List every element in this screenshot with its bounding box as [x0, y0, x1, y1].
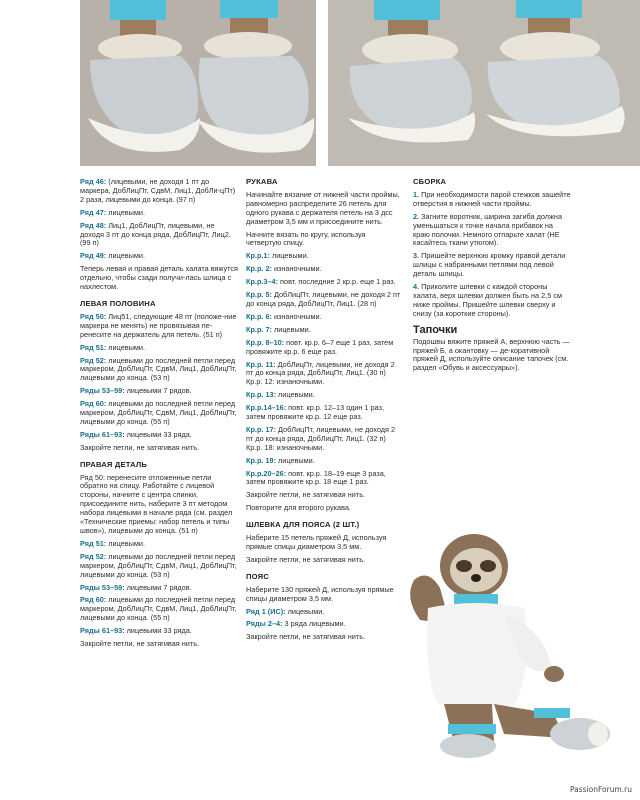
instruction-paragraph [413, 191, 571, 209]
row-label: Ряд 51: [80, 538, 107, 548]
instruction-paragraph [80, 640, 238, 649]
row-text: лицевыми. [106, 207, 145, 217]
row-text: изнаночными. [271, 311, 322, 321]
row-label: 4. [413, 282, 420, 292]
section-heading: РУКАВА [246, 177, 278, 186]
instruction-paragraph [246, 620, 402, 629]
row-text: лицевыми. [269, 251, 309, 261]
row-label: Кр.р. 8–10: [246, 337, 285, 347]
instruction-paragraph [80, 357, 238, 384]
row-label: 2. [413, 211, 420, 221]
instruction-paragraph [80, 265, 238, 292]
column-middle [246, 178, 402, 646]
row-label: Ряд 50: [80, 311, 107, 321]
row-text: лицевыми 7 рядов. [124, 386, 192, 396]
row-label: Ряды 53–59: [80, 386, 125, 396]
row-label: Кр.р. 6: [246, 311, 272, 321]
row-label: Ряды 61–93: [80, 626, 125, 636]
row-text: изнаночными. [271, 264, 322, 274]
row-text: Повторите для второго рукава. [246, 503, 351, 513]
instruction-paragraph [80, 387, 238, 396]
section-heading: ПРАВАЯ ДЕТАЛЬ [80, 459, 148, 469]
instruction-paragraph [246, 586, 402, 604]
instruction-paragraph [80, 252, 238, 261]
instruction-paragraph [246, 191, 402, 227]
row-label: Ряды 53–59: [80, 582, 125, 592]
row-text: Наберите 15 петель пряжей Д, используя прямые спицы диаметром 3,5 мм. [246, 533, 387, 551]
row-text: лицевыми. [276, 390, 315, 400]
instruction-paragraph [246, 339, 402, 357]
row-text: Ряд 50: перенесите отложенные петли обратно на спицу. Работайте с лицевой стороны, начните с центра спинки, присоедините нить, наберите 3 пт методом набора лицевыми в начале ряда (см. раздел «Технические приемы: набор петель и типы швов»), лицевыми до конца. (51 п) [80, 472, 233, 535]
row-text: ДобЛицПт, лицевыми, не доходя 2 пт до конца ряда, ДобЛицПт, Лиц1. (32 п) Кр.р. 18: изнаночными. [246, 424, 396, 452]
row-text: 3 ряда лицевыми. [282, 619, 346, 629]
instruction-paragraph [80, 431, 238, 440]
row-text: (лицевыми, не доходя 1 пт до маркера, ДобЛицПт, СдвМ, Лиц1, ДобЛи-цПт) 2 раза, лицевыми до конца. (97 п) [80, 177, 236, 204]
section-heading: ПОЯС [246, 571, 270, 581]
row-label: Кр.р. 11: [246, 359, 276, 369]
row-text: лицевыми до последней петли перед маркером, ДобЛицПт, СдвМ, Лиц1, ДобЛицПт, лицевыми до конца. (55 п) [80, 399, 237, 426]
row-text: ДобЛицПт, лицевыми, не доходя 2 пт до конца ряда, ДобЛицПт, Лиц1. (28 п) [246, 290, 401, 308]
row-text: Наберите 130 пряжей Д, используя прямые спицы диаметром 3,5 мм. [246, 584, 394, 603]
instruction-paragraph [246, 404, 402, 422]
instruction-paragraph [246, 391, 402, 400]
instruction-paragraph [246, 278, 402, 287]
row-label: Ряд 1 (ИС): [246, 606, 286, 616]
row-label: Ряд 51: [80, 342, 107, 352]
instruction-paragraph [246, 361, 402, 388]
instruction-paragraph [80, 209, 238, 218]
row-text: Пришейте верхнюю кромку правой детали шлицы с набранными петлями под левой деталь шлицы. [413, 251, 566, 279]
row-text: Начинайте вязание от нижней части проймы, равномерно распределите 26 петель для одного рукава с держателя петель на 3 дсс диаметром 3,5 мм и присоедините нить. [246, 189, 400, 226]
row-text: лицевыми 7 рядов. [124, 582, 192, 592]
row-label: Кр.р. 13: [246, 390, 276, 400]
instruction-paragraph [80, 596, 238, 623]
instruction-paragraph [246, 504, 402, 513]
instruction-paragraph [246, 534, 402, 552]
instruction-paragraph [80, 540, 238, 549]
row-label: Кр.р. 7: [246, 324, 272, 334]
instruction-paragraph [80, 400, 238, 427]
instruction-paragraph [246, 491, 402, 500]
instruction-paragraph [413, 283, 571, 319]
row-text: Лиц1, ДобЛицПт, лицевыми, не доходя 3 пт до конца ряда, ДобЛицПт, Лиц2. (99 п) [80, 220, 231, 248]
instruction-paragraph [246, 252, 402, 261]
sloth-toy-photo [384, 528, 640, 762]
instruction-paragraph [80, 178, 238, 205]
row-label: Кр.р. 2: [246, 264, 272, 274]
row-text: лицевыми. [106, 538, 145, 548]
instruction-paragraph [80, 553, 238, 580]
instruction-paragraph [80, 474, 238, 536]
row-text: Загните воротник, ширина загиба должна уменьшаться к точке начала прибавок на краю полочки. Немного отпарьте халат (НЕ касайтесь ткани утюгом). [413, 211, 563, 248]
row-text: повт. кр.р. 6–7 еще 1 раз, затем провяжите кр.р. 6 еще раз. [246, 337, 394, 356]
row-label: Ряд 60: [80, 595, 107, 605]
row-text: При необходимости парой стежков зашейте отверстия в нижней части проймы. [413, 189, 571, 208]
row-text: повт. последние 2 кр.р. еще 1 раз. [278, 277, 396, 287]
row-label: 3. [413, 251, 420, 261]
row-label: Ряды 2–4: [246, 619, 283, 629]
instruction-paragraph [413, 213, 571, 249]
slippers-photo-right [328, 0, 640, 166]
instruction-paragraph [246, 265, 402, 274]
row-text: Подошвы вяжите пряжей А, верхнюю часть — пряжей Б, а окантовку — де-коративной пряжей Д, используйте описание тапочек (см. раздел «Обувь и аксессуары»). [413, 336, 570, 373]
row-label: Кр.р. 19: [246, 455, 276, 465]
row-label: Кр.р. 17: [246, 424, 276, 434]
row-label: Кр.р. 5: [246, 290, 272, 300]
watermark: PassionForum.ru [569, 785, 632, 794]
row-text: лицевыми. [271, 324, 311, 334]
instruction-paragraph [246, 326, 402, 335]
row-text: лицевыми 33 ряда. [124, 626, 192, 636]
row-text: ДобЛицПт, лицевыми, не доходя 2 пт до конца ряда, ДобЛицПт, Лиц1. (30 п) Кр.р. 12: изнаночными. [246, 359, 395, 387]
row-text: Приколите шлевки с каждой стороны халата, верх шлевки должен быть на 2,5 см ниже проймы. Пришейте шлевки сверху и снизу (за короткие стороны). [413, 282, 562, 318]
column-left [80, 178, 238, 653]
row-text: повт. кр.р. 12–13 один 1 раз, затем провяжите кр.р. 12 еще раз. [246, 403, 384, 422]
row-text: Закройте петли, не затягивая нить. [246, 490, 366, 500]
row-text: лицевыми. [106, 251, 145, 261]
instruction-paragraph [413, 252, 571, 279]
instruction-paragraph [246, 556, 402, 565]
section-heading: СБОРКА [413, 177, 447, 186]
row-label: Кр.р.14–16: [246, 403, 287, 413]
row-text: лицевыми до последней петли перед маркером, ДобЛицПт, СдвМ, Лиц1, ДобЛицПт, лицевыми до конца. (53 п) [80, 551, 237, 579]
row-label: Ряд 52: [80, 355, 107, 365]
row-label: Ряд 47: [80, 207, 107, 217]
row-label: Кр.р.20–26: [246, 468, 287, 478]
row-text: лицевыми 33 ряда. [124, 429, 192, 439]
row-label: 1. [413, 189, 420, 199]
instruction-paragraph [246, 231, 402, 249]
slippers-photo-left [80, 0, 316, 166]
row-text: лицевыми. [276, 455, 315, 465]
instruction-paragraph [413, 338, 571, 374]
row-text: лицевыми. [106, 342, 145, 352]
instruction-paragraph [246, 313, 402, 322]
instruction-paragraph [246, 426, 402, 453]
instruction-paragraph [80, 344, 238, 353]
row-label: Ряд 60: [80, 399, 107, 409]
row-label: Ряд 52: [80, 551, 107, 561]
instruction-paragraph [80, 627, 238, 636]
instruction-paragraph [246, 633, 402, 642]
row-label: Кр.р.1: [246, 251, 270, 261]
row-text: Закройте петли, не затягивая нить. [80, 639, 200, 649]
row-text: лицевыми. [285, 606, 325, 616]
instruction-paragraph [80, 584, 238, 593]
instruction-paragraph [246, 457, 402, 466]
instruction-paragraph [246, 291, 402, 309]
row-text: Закройте петли, не затягивая нить. [246, 632, 366, 642]
column-right [413, 178, 571, 377]
row-text: Закройте петли, не затягивая нить. [80, 442, 200, 452]
instruction-paragraph [80, 222, 238, 249]
instruction-paragraph [80, 444, 238, 453]
row-text: Лиц51, следующие 48 пт (положе-ние маркера не менять) не провязывая пе-ренесите на держатель для петель. (51 п) [80, 311, 237, 339]
section-heading: ШЛЕВКА ДЛЯ ПОЯСА (2 ШТ.) [246, 520, 360, 530]
section-heading: ЛЕВАЯ ПОЛОВИНА [80, 298, 156, 308]
instruction-paragraph [246, 470, 402, 488]
subsection-title: Тапочки [413, 323, 458, 336]
row-text: лицевыми до последней петли перед маркером, ДобЛицПт, СдвМ, Лиц1, ДобЛицПт, лицевыми до конца. (53 п) [80, 355, 237, 383]
row-text: Теперь левая и правая деталь халата вяжутся отдельно, чтобы сзади получи-лась шлица с нахлестом. [80, 264, 238, 292]
instruction-paragraph [246, 608, 402, 617]
row-label: Ряд 48: [80, 220, 107, 230]
row-label: Ряд 49: [80, 251, 107, 261]
row-text: Закройте петли, не затягивая нить. [246, 554, 366, 564]
row-label: Кр.р.3–4: [246, 277, 279, 287]
row-label: Ряды 61–93: [80, 429, 125, 439]
row-text: лицевыми до последней петли перед маркером, ДобЛицПт, СдвМ, Лиц1, ДобЛицПт, лицевыми до конца. (55 п) [80, 595, 237, 623]
instruction-paragraph [80, 313, 238, 340]
row-text: повт. кр.р. 18–19 еще 3 раза, затем провяжите кр.р. 18 еще 1 раз. [246, 468, 386, 487]
row-text: Начните вязать по кругу, используя четвертую спицу. [246, 229, 366, 248]
row-label: Ряд 46: [80, 177, 107, 186]
